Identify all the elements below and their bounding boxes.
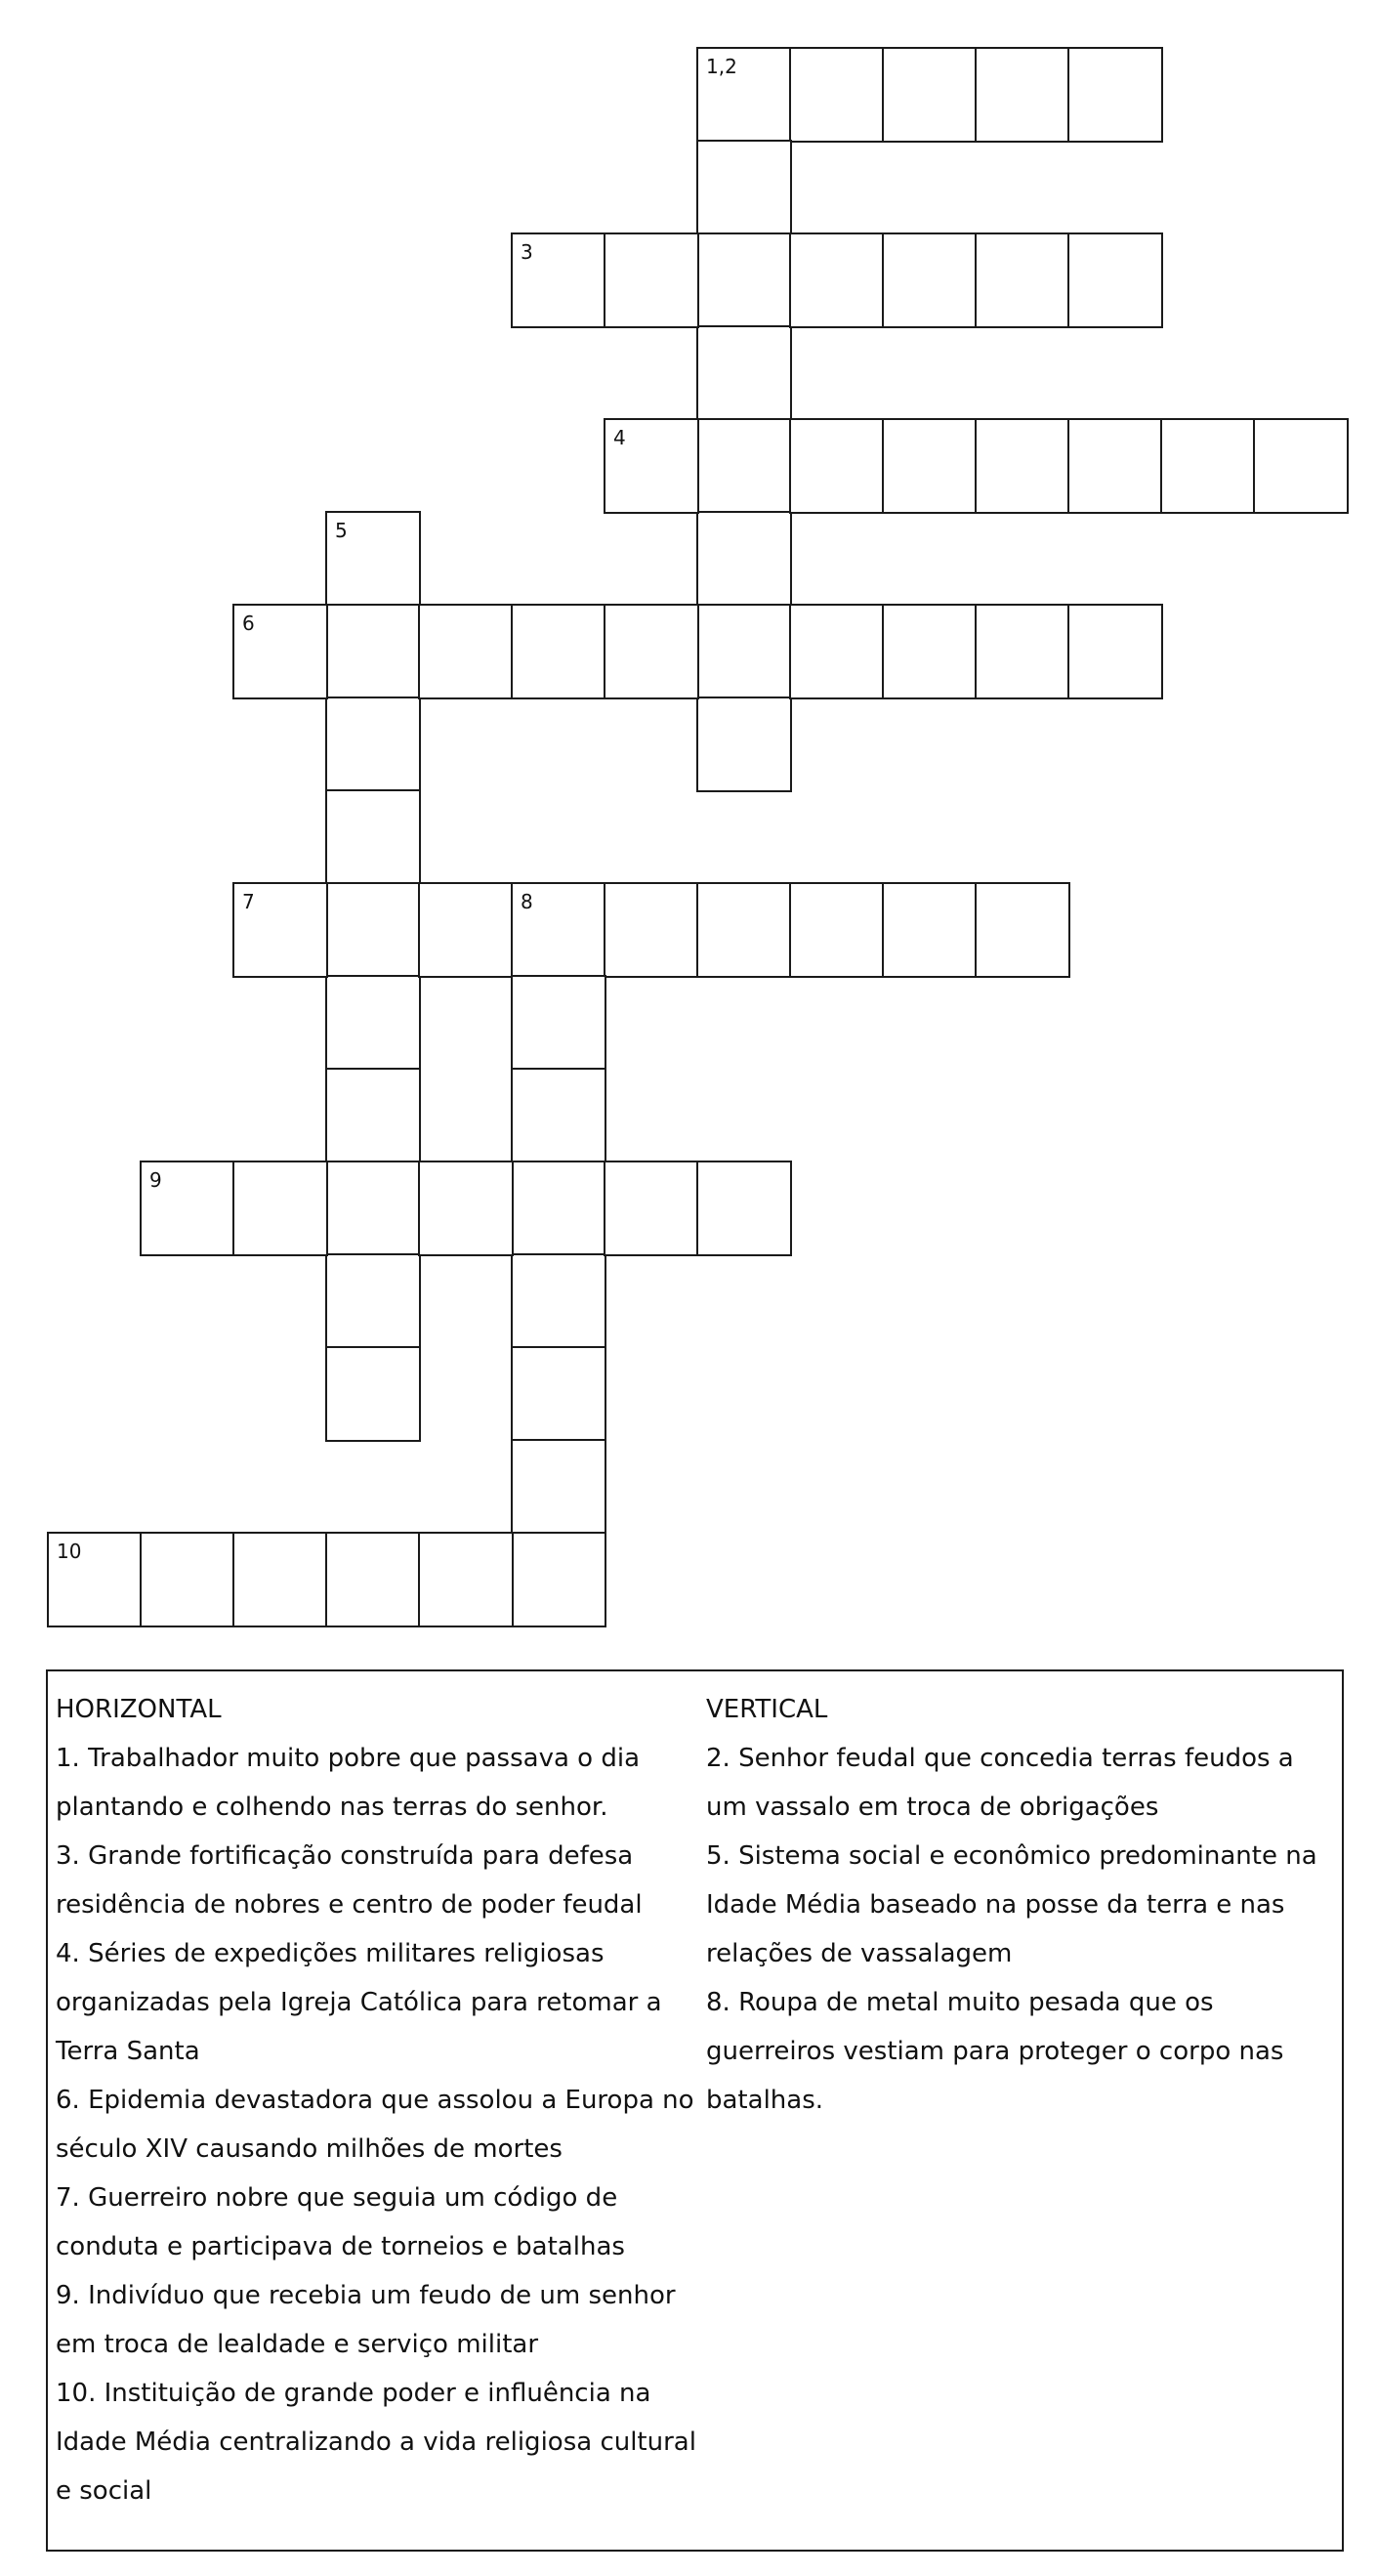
grid-cell[interactable] (511, 1532, 606, 1627)
grid-cell[interactable] (1067, 232, 1163, 328)
grid-cell[interactable] (1067, 47, 1163, 143)
grid-cell[interactable] (975, 232, 1070, 328)
grid-cell[interactable] (418, 1532, 514, 1627)
clue-h-7: 7. Guerreiro nobre que seguia um código de conduta e participava de torneios e batalhas (56, 2183, 625, 2261)
grid-cell[interactable] (325, 511, 421, 607)
grid-cell[interactable] (696, 882, 792, 978)
grid-cell[interactable] (140, 1532, 235, 1627)
grid-cell[interactable] (511, 604, 606, 699)
clue-h-4: 4. Séries de expedições militares religiosas organizadas pela Igreja Católica para retomar a Terra Santa (56, 1939, 662, 2066)
grid-cell[interactable] (47, 1532, 143, 1627)
grid-cell[interactable] (325, 604, 421, 699)
clue-v-8: 8. Roupa de metal muito pesada que os guerreiros vestiam para proteger o corpo nas batalhas. (706, 1988, 1284, 2115)
grid-cell[interactable] (511, 975, 606, 1071)
clue-h-3: 3. Grande fortificação construída para defesa residência de nobres e centro de poder feudal (56, 1841, 643, 1920)
grid-cell[interactable] (696, 1161, 792, 1256)
grid-cell[interactable] (604, 418, 699, 514)
grid-cell[interactable] (975, 418, 1070, 514)
grid-cell[interactable] (325, 1068, 421, 1163)
clues-box (46, 1669, 1344, 2552)
grid-cell[interactable] (325, 1346, 421, 1442)
cell-number: 3 (521, 240, 533, 264)
clue-v-5: 5. Sistema social e econômico predominante na Idade Média baseado na posse da terra e nas relações de vassalagem (706, 1841, 1317, 1968)
cell-number: 10 (57, 1540, 82, 1563)
grid-cell[interactable] (789, 882, 885, 978)
grid-cell[interactable] (882, 232, 978, 328)
grid-cell[interactable] (232, 604, 328, 699)
clue-v-2: 2. Senhor feudal que concedia terras feudos a um vassalo em troca de obrigações (706, 1744, 1294, 1822)
grid-cell[interactable] (975, 882, 1070, 978)
grid-cell[interactable] (418, 1161, 514, 1256)
grid-cell[interactable] (1160, 418, 1256, 514)
grid-cell[interactable] (511, 232, 606, 328)
grid-cell[interactable] (882, 604, 978, 699)
clue-h-6: 6. Epidemia devastadora que assolou a Europa no século XIV causando milhões de mortes (56, 2086, 694, 2164)
grid-cell[interactable] (511, 1253, 606, 1349)
grid-cell[interactable] (604, 1161, 699, 1256)
grid-cell[interactable] (325, 882, 421, 978)
grid-cell[interactable] (511, 1439, 606, 1535)
grid-cell[interactable] (418, 604, 514, 699)
grid-cell[interactable] (882, 882, 978, 978)
grid-cell[interactable] (325, 1161, 421, 1256)
grid-cell[interactable] (882, 47, 978, 143)
grid-cell[interactable] (789, 604, 885, 699)
clue-h-9: 9. Indivíduo que recebia um feudo de um senhor em troca de lealdade e serviço militar (56, 2281, 676, 2359)
clue-h-10: 10. Instituição de grande poder e influência na Idade Média centralizando a vida religiosa cultural e social (56, 2379, 696, 2506)
grid-cell[interactable] (1067, 418, 1163, 514)
grid-cell[interactable] (789, 418, 885, 514)
grid-cell[interactable] (696, 232, 792, 328)
grid-cell[interactable] (140, 1161, 235, 1256)
grid-cell[interactable] (696, 604, 792, 699)
cell-number: 5 (335, 519, 348, 542)
grid-cell[interactable] (511, 1346, 606, 1442)
grid-cell[interactable] (604, 604, 699, 699)
horizontal-clues (56, 1685, 700, 2515)
grid-cell[interactable] (696, 511, 792, 607)
grid-cell[interactable] (696, 418, 792, 514)
grid-cell[interactable] (1253, 418, 1349, 514)
cell-number: 8 (521, 890, 533, 913)
cell-number: 9 (149, 1168, 162, 1192)
grid-cell[interactable] (325, 789, 421, 885)
grid-cell[interactable] (418, 882, 514, 978)
grid-cell[interactable] (325, 697, 421, 792)
grid-cell[interactable] (696, 140, 792, 235)
cell-number: 1,2 (706, 55, 737, 78)
grid-cell[interactable] (975, 47, 1070, 143)
grid-cell[interactable] (511, 1161, 606, 1256)
grid-cell[interactable] (325, 975, 421, 1071)
grid-cell[interactable] (975, 604, 1070, 699)
clue-h-1: 1. Trabalhador muito pobre que passava o dia plantando e colhendo nas terras do senhor. (56, 1744, 640, 1822)
grid-cell[interactable] (232, 882, 328, 978)
cell-number: 6 (242, 612, 255, 635)
cell-number: 7 (242, 890, 255, 913)
grid-cell[interactable] (1067, 604, 1163, 699)
grid-cell[interactable] (696, 697, 792, 792)
grid-cell[interactable] (696, 47, 792, 143)
grid-cell[interactable] (882, 418, 978, 514)
horizontal-heading: HORIZONTAL (56, 1695, 222, 1724)
grid-cell[interactable] (511, 882, 606, 978)
grid-cell[interactable] (789, 232, 885, 328)
grid-cell[interactable] (325, 1532, 421, 1627)
vertical-heading: VERTICAL (706, 1695, 828, 1724)
grid-cell[interactable] (232, 1161, 328, 1256)
grid-cell[interactable] (604, 232, 699, 328)
grid-cell[interactable] (511, 1068, 606, 1163)
grid-cell[interactable] (696, 325, 792, 421)
vertical-clues (706, 1685, 1341, 2125)
grid-cell[interactable] (604, 882, 699, 978)
grid-cell[interactable] (789, 47, 885, 143)
grid-cell[interactable] (325, 1253, 421, 1349)
grid-cell[interactable] (232, 1532, 328, 1627)
cell-number: 4 (613, 426, 626, 449)
